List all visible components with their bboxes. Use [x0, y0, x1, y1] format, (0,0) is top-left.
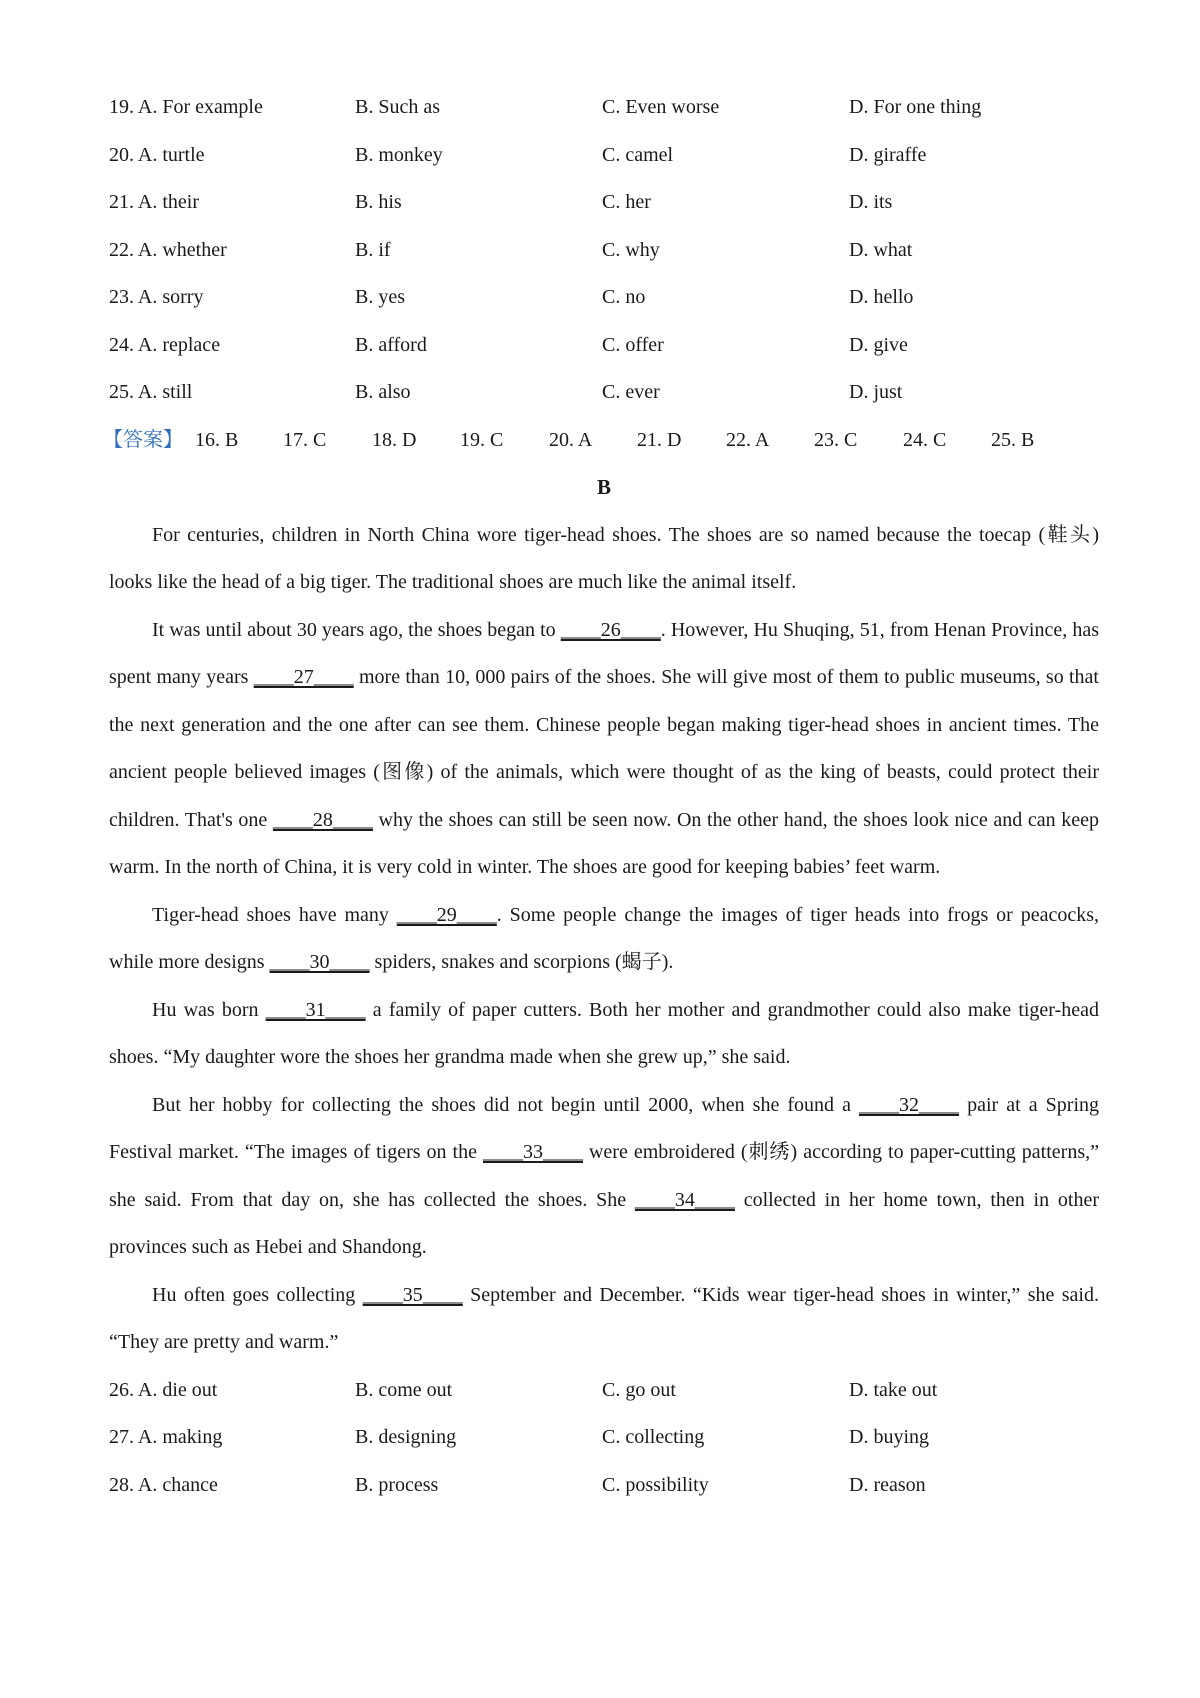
answer-key	[103, 417, 1099, 465]
paragraph-text: more than 10, 000 pairs of the shoes. She will give most of them to public museums, so that the next generation and the one after can see them. Chinese people began making tiger-head shoes in ancient times. The ancient people believed images (图像) of the animals, which were thought of as the king of beasts, could protect their children. That's one	[109, 666, 1099, 831]
paragraph-text: Hu often goes collecting	[152, 1283, 363, 1306]
option-c: C. offer	[602, 333, 664, 356]
paragraph-text: Hu was born	[152, 998, 266, 1021]
question-options-22	[109, 227, 1099, 275]
option-a: 26. A. die out	[109, 1378, 218, 1401]
option-a: 27. A. making	[109, 1426, 223, 1448]
passage-paragraph	[109, 607, 1099, 892]
answer-item: 20. A	[549, 428, 593, 451]
answer-label: 【答案】	[103, 428, 183, 451]
paragraph-text: September and December. “Kids wear tiger-head shoes in winter,” she said. “They are pretty and warm.”	[109, 1283, 1099, 1353]
option-d: D. giraffe	[849, 143, 927, 166]
option-b: B. his	[355, 191, 402, 213]
option-b: B. also	[355, 381, 411, 403]
paragraph-text: spiders, snakes and scorpions (蝎子).	[369, 951, 674, 973]
passage-paragraph	[109, 1082, 1099, 1272]
option-a: 24. A. replace	[109, 333, 221, 356]
paragraph-text: collected in her home town, then in other provinces such as Hebei and Shandong.	[109, 1188, 1099, 1258]
option-d: D. buying	[849, 1426, 929, 1448]
question-options-19	[109, 84, 1099, 132]
paragraph-text: But her hobby for collecting the shoes did not begin until 2000, when she found a	[152, 1093, 860, 1116]
blank-33: ____33____	[482, 1141, 583, 1163]
answer-item: 16. B	[195, 428, 239, 451]
options-bottom	[109, 1367, 1099, 1510]
paragraph-text: Tiger-head shoes have many	[152, 903, 397, 926]
option-b: B. afford	[355, 333, 427, 356]
option-c: C. ever	[602, 381, 660, 403]
question-options-25	[109, 369, 1099, 417]
section-title: B	[596, 475, 611, 499]
paragraph-text: . However, Hu Shuqing, 51, from Henan Province, has spent many years	[109, 618, 1099, 688]
blank-29: ____29____	[396, 903, 497, 926]
answer-item: 23. C	[814, 428, 858, 451]
option-d: D. take out	[849, 1378, 938, 1401]
option-c: C. Even worse	[602, 96, 720, 118]
blank-35: ____35____	[362, 1283, 463, 1306]
paragraph-text: pair at a Spring Festival market. “The images of tigers on the	[109, 1093, 1099, 1163]
paragraph-text: . Some people change the images of tiger heads into frogs or peacocks, while more designs	[109, 903, 1099, 973]
option-d: D. its	[849, 191, 893, 213]
blank-31: ____31____	[265, 998, 366, 1021]
question-options-26	[109, 1367, 1099, 1415]
option-b: B. Such as	[355, 96, 440, 118]
paragraph-text: a family of paper cutters. Both her mother and grandmother could also make tiger-head shoes. “My daughter wore the shoes her grandma made when she grew up,” she said.	[109, 998, 1099, 1068]
question-options-24	[109, 322, 1099, 370]
answer-item: 22. A	[726, 428, 770, 451]
paragraph-text: For centuries, children in North China wore tiger-head shoes. The shoes are so named because the toecap (鞋头) looks like the head of a big tiger. The traditional shoes are much like the animal itself.	[109, 523, 1099, 593]
option-a: 28. A. chance	[109, 1473, 218, 1496]
option-c: C. camel	[602, 143, 674, 166]
answer-item: 21. D	[637, 428, 682, 451]
passage-paragraph	[109, 512, 1099, 607]
blank-27: ____27____	[253, 666, 354, 688]
blank-32: ____32____	[859, 1093, 960, 1116]
document-page	[103, 0, 1099, 1509]
paragraph-text: were embroidered (刺绣) according to paper-cutting patterns,” she said. From that day on, she has collected the shoes. She	[109, 1141, 1099, 1211]
option-a: 23. A. sorry	[109, 286, 204, 308]
option-c: C. collecting	[602, 1426, 705, 1448]
option-b: B. process	[355, 1473, 439, 1496]
question-options-27	[109, 1414, 1099, 1462]
blank-26: ____26____	[560, 618, 661, 641]
option-d: D. what	[849, 238, 913, 261]
passage-paragraph	[109, 987, 1099, 1082]
option-c: C. no	[602, 286, 646, 308]
answer-item: 19. C	[460, 428, 504, 451]
options-top	[109, 84, 1099, 417]
option-c: C. her	[602, 191, 651, 213]
question-options-21	[109, 179, 1099, 227]
option-d: D. give	[849, 333, 908, 356]
option-b: B. monkey	[355, 143, 443, 166]
answer-item: 24. C	[903, 428, 947, 451]
paragraph-text: It was until about 30 years ago, the shoes began to	[152, 618, 561, 641]
blank-34: ____34____	[634, 1188, 735, 1211]
question-options-23	[109, 274, 1099, 322]
paragraph-text: why the shoes can still be seen now. On the other hand, the shoes look nice and can keep warm. In the north of China, it is very cold in winter. The shoes are good for keeping babies’ feet warm.	[109, 808, 1099, 878]
option-b: B. come out	[355, 1378, 453, 1401]
option-a: 25. A. still	[109, 381, 193, 403]
answer-item: 17. C	[283, 428, 327, 451]
blank-30: ____30____	[269, 951, 370, 973]
passage	[109, 512, 1099, 1367]
option-d: D. hello	[849, 286, 914, 308]
option-c: C. possibility	[602, 1473, 709, 1496]
blank-28: ____28____	[272, 808, 373, 831]
passage-paragraph	[109, 892, 1099, 987]
answer-item: 25. B	[991, 428, 1035, 451]
option-c: C. why	[602, 238, 660, 261]
option-a: 19. A. For example	[109, 96, 263, 118]
option-d: D. For one thing	[849, 96, 982, 118]
option-b: B. if	[355, 238, 391, 261]
option-d: D. just	[849, 381, 903, 403]
option-b: B. designing	[355, 1426, 457, 1448]
question-options-20	[109, 132, 1099, 180]
passage-paragraph	[109, 1272, 1099, 1367]
option-c: C. go out	[602, 1378, 676, 1401]
question-options-28	[109, 1462, 1099, 1510]
answer-item: 18. D	[372, 428, 417, 451]
option-a: 20. A. turtle	[109, 143, 205, 166]
option-a: 21. A. their	[109, 191, 199, 213]
option-a: 22. A. whether	[109, 238, 227, 261]
option-d: D. reason	[849, 1473, 926, 1496]
option-b: B. yes	[355, 286, 405, 308]
